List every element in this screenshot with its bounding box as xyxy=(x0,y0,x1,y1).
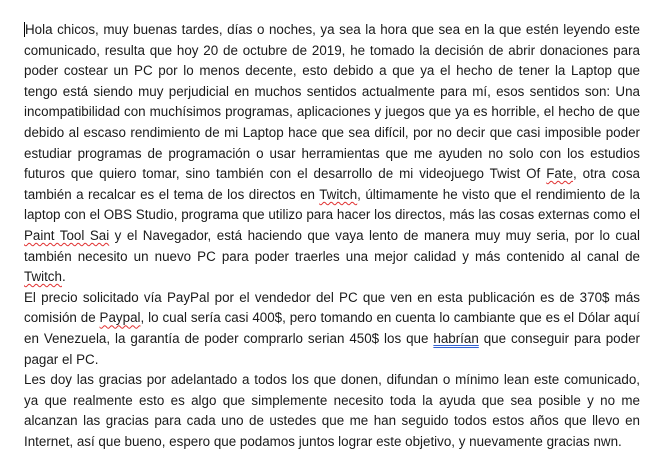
text-run: que conseguir para poder pagar el PC. xyxy=(24,330,640,367)
text-run: El precio solicitado vía PayPal por el vendedor del PC que ven en esta publicación es de 370$ más comisión de xyxy=(24,289,640,326)
text-run: . xyxy=(61,269,66,285)
misspelled-word[interactable]: Fate xyxy=(546,166,574,182)
paragraph-2[interactable] xyxy=(24,288,640,370)
paragraph-3[interactable] xyxy=(24,370,640,452)
text-run: Hola chicos, muy buenas tardes, días o noches, ya sea la hora que sea en la que estén leyendo este comunicado, resulta que hoy 20 de octubre de 2019, he tomado la decisión de abrir donaciones para poder costear un PC por lo menos decente, esto debido a que ya el hecho de tener la Laptop que tengo está siendo muy perjudicial en muchos sentidos actualmente para mí, esos sentidos son: Una incompatibilidad con muchísimos programas, aplicaciones y juegos que ya es horrible, el hecho de que debido al escaso rendimiento de mi Laptop hace que sea difícil, por no decir que casi imposible poder estudiar programas de programación o usar herramientas que me ayuden no solo con los estudios futuros que quiero tomar, sino también con el desarrollo de mi videojuego Twist Of xyxy=(24,22,640,182)
document-body[interactable] xyxy=(24,20,640,452)
text-run: Les doy las gracias por adelantado a todos los que donen, difundan o mínimo lean este comunicado, ya que realmente esto es algo que simplemente necesito toda la ayuda que sea posible y no me alcanzan las gracias para cada uno de ustedes que me han seguido todos estos años que llevo en Internet, así que bueno, espero que podamos juntos lograr este objetivo, y nuevamente gracias nwn. xyxy=(24,372,640,449)
text-run: , otra cosa también a recalcar es el tema de los directos en xyxy=(24,166,640,202)
text-run: y el Navegador, está haciendo que vaya lento de manera muy muy seria, por lo cual también necesito un nuevo PC para poder traerles una mejor calidad y más contenido al canal de xyxy=(24,227,640,264)
misspelled-word[interactable]: Paypal xyxy=(99,310,141,326)
text-run: , últimamente he visto que el rendimiento de la laptop con el OBS Studio, programa que utilizo para hacer los directos, más las cosas externas como el xyxy=(24,186,640,223)
paragraph-1[interactable] xyxy=(24,20,640,288)
text-run: , lo cual sería casi 400$, pero tomando en cuenta lo cambiante que es el Dólar aquí en Venezuela, la garantía de poder comprarlo serian 450$ los que xyxy=(24,310,640,346)
grammar-flagged-word[interactable]: habrían xyxy=(433,330,479,346)
misspelled-word[interactable]: Twitch xyxy=(319,186,358,202)
misspelled-word[interactable]: Twitch xyxy=(24,269,62,285)
misspelled-word[interactable]: Paint Tool Sai xyxy=(24,227,110,243)
